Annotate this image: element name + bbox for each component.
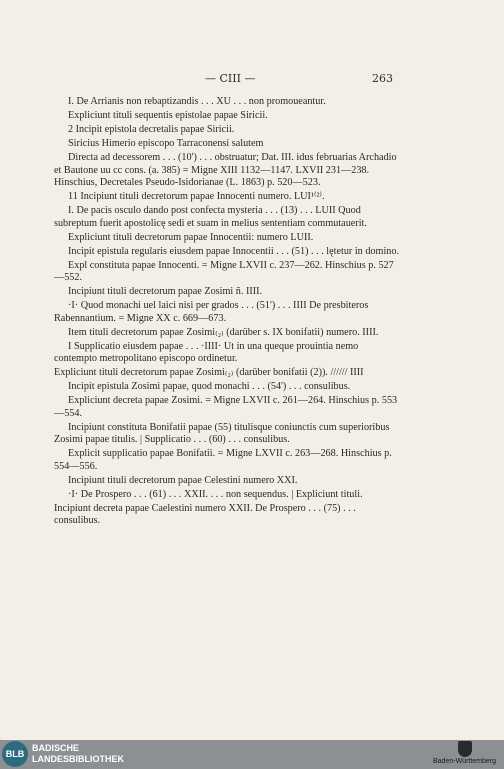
paragraph: Expliciunt tituli sequentis epistolae papae Siricii. [68, 110, 268, 121]
library-name-line1: BADISCHE [32, 743, 80, 753]
blb-logo-icon[interactable]: BLB [2, 741, 28, 767]
page-number: 263 [372, 72, 393, 85]
library-name-line2: LANDESBIBLIOTHEK [32, 754, 124, 764]
paragraph: Directa ad decessorem . . . (10') . . . obstruatur; Dat. III. idus februarias Archadio et Bautone uu cc cons. (a. 385) = Migne XIII 1132—1147. LXVII 231—238. Hinschius, Decretales Pseudo-Isidorianae (L. 1863) p. 520—523. [54, 152, 397, 188]
paragraph: 2 Incipit epistola decretalis papae Siricii. [68, 124, 235, 135]
page-roman-numeral: — CIII — [205, 72, 256, 85]
paragraph: 11 Incipiunt tituli decretorum papae Innocenti numero. LUI¹⁽²⁾. [68, 191, 325, 202]
paragraph: I Supplicatio eiusdem papae . . . ·IIII· Ut in una queque prouintia nemo contempto metropolitano episcopo ordinetur. [54, 340, 359, 364]
paragraph: Expliciunt decreta papae Zosimi. = Migne LXVII c. 261—264. Hinschius p. 553—554. [54, 395, 398, 419]
paragraph: Incipiunt constituta Bonifatii papae (55) titulisque coniunctis cum superioribus Zosimi papae titulis. | Supplicatio . . . (60) . . . consulibus. [54, 421, 390, 445]
library-name[interactable] [32, 743, 124, 765]
paragraph: Expliciunt tituli decretorum papae Innocentii: numero LUII. [68, 231, 314, 243]
paragraph: ·I· De Prospero . . . (61) . . . XXII. . . . non sequendus. | Expliciunt tituli. [68, 488, 363, 500]
paragraph: Incipit epistula regularis eiusdem papae Innocentii . . . (51) . . . lętetur in domino. [68, 245, 400, 257]
paragraph: Expliciunt tituli decretorum papae Zosimi₍₂₎ (darüber bonifatii (2)). ////// IIII [54, 367, 364, 378]
paragraph: Incipiunt tituli decretorum papae Zosimi ñ. IIII. [68, 286, 263, 297]
paragraph: Incipiunt tituli decretorum papae Celestini numero XXI. [68, 474, 298, 486]
paragraph: ·I· Quod monachi uel laici nisi per grados . . . (51') . . . IIII De presbiteros Rabennantium. = Migne XX c. 669—673. [54, 300, 369, 324]
paragraph: Item tituli decretorum papae Zosimi₍₂₎ (darüber s. IX bonifatii) numero. IIII. [68, 326, 379, 338]
paragraph: Expl constituta papae Innocenti. = Migne LXVII c. 237—262. Hinschius p. 527—552. [54, 259, 394, 283]
paragraph: Siricius Himerio episcopo Tarraconensi salutem [68, 138, 264, 149]
page-header [0, 72, 504, 88]
baden-wuerttemberg-label[interactable]: Baden-Württemberg [433, 758, 497, 765]
paragraph: Incipit epistula Zosimi papae, quod monachi . . . (54') . . . consulibus. [68, 381, 351, 392]
paragraph: I. De Arrianis non rebaptizandis . . . XU . . . non promoueantur. [68, 96, 326, 107]
paragraph: I. De pacis osculo dando post confecta mysteria . . . (13) . . . LUII Quod subreptum fuerit apostolicę sedi et suam in melius sententiam commutauerit. [54, 205, 367, 229]
paragraph: Explicit supplicatio papae Bonifatii. = Migne LXVII c. 263—268. Hinschius p. 554—556. [54, 448, 392, 472]
body-text [54, 96, 399, 529]
coat-of-arms-icon [458, 741, 472, 757]
viewer-footer-bar [0, 740, 504, 769]
paragraph: Incipiunt decreta papae Caelestini numero XXII. De Prospero . . . (75) . . . consulibus. [54, 502, 356, 526]
